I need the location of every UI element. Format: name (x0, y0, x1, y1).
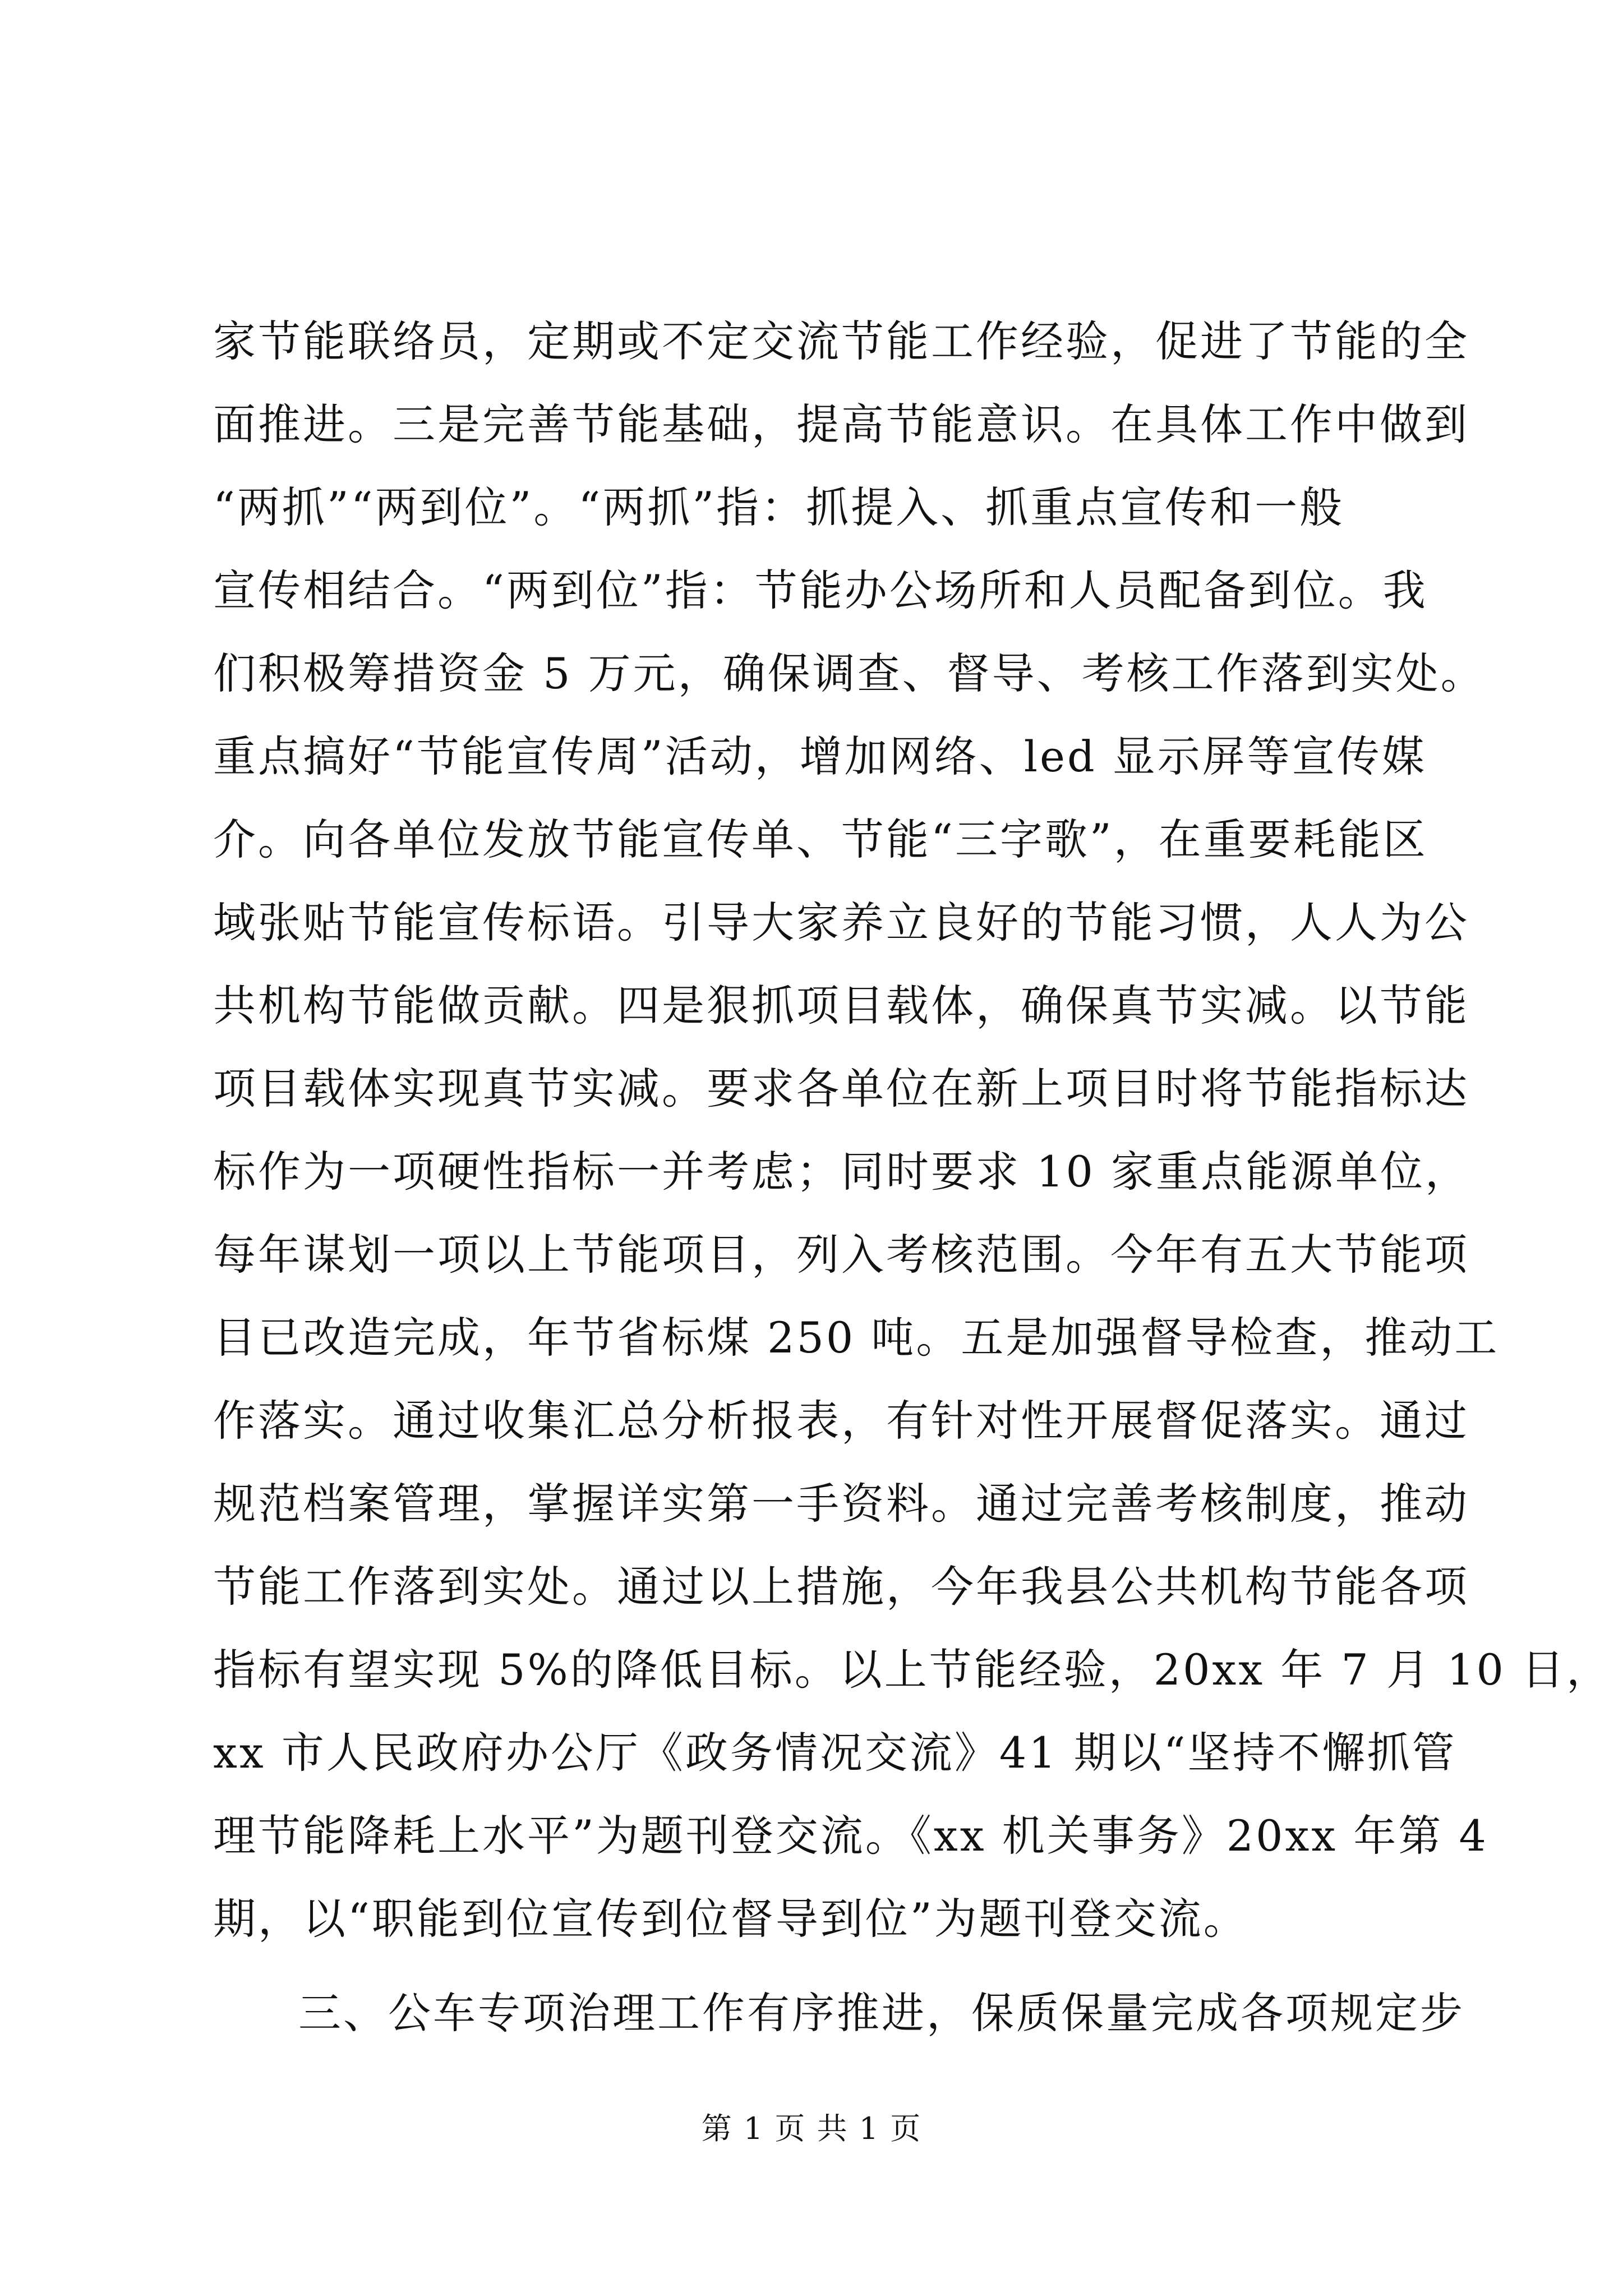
text-line: 作落实。通过收集汇总分析报表，有针对性开展督促落实。通过 (213, 1396, 1469, 1446)
text-line: 面推进。三是完善节能基础，提高节能意识。在具体工作中做到 (213, 399, 1469, 449)
page-footer: 第 1 页 共 1 页 (701, 2111, 922, 2146)
text-line: 重点搞好“节能宣传周”活动，增加网络、led 显示屏等宣传媒 (213, 731, 1427, 781)
body-text (213, 300, 1612, 2055)
text-line: 标作为一项硬性指标一并考虑；同时要求 10 家重点能源单位， (213, 1147, 1470, 1197)
text-line: 指标有望实现 5%的降低目标。以上节能经验，20xx 年 7 月 10 日， (213, 1645, 1612, 1695)
text-line: 域张贴节能宣传标语。引导大家养立良好的节能习惯，人人为公 (213, 898, 1469, 947)
text-line: 项目载体实现真节实减。要求各单位在新上项目时将节能指标达 (213, 1064, 1469, 1114)
paragraph-gap (213, 1961, 1424, 1972)
text-line: 们积极筹措资金 5 万元，确保调查、督导、考核工作落到实处。 (213, 648, 1486, 698)
text-line: xx 市人民政府办公厅《政务情况交流》41 期以“坚持不懈抓管 (213, 1728, 1457, 1778)
text-line: 期，以“职能到位宣传到位督导到位”为题刊登交流。 (213, 1894, 1248, 1944)
text-line: 目已改造完成，年节省标煤 250 吨。五是加强督导检查，推动工 (213, 1313, 1500, 1363)
text-line: 宣传相结合。“两到位”指：节能办公场所和人员配备到位。我 (213, 565, 1428, 615)
text-line: 共机构节能做贡献。四是狠抓项目载体，确保真节实减。以节能 (213, 981, 1469, 1030)
text-line: 节能工作落到实处。通过以上措施，今年我县公共机构节能各项 (213, 1562, 1469, 1612)
text-line: 介。向各单位发放节能宣传单、节能“三字歌”，在重要耗能区 (213, 815, 1428, 864)
section-heading: 三、公车专项治理工作有序推进，保质保量完成各项规定步 (298, 1988, 1465, 2038)
text-line: “两抓”“两到位”。“两抓”指：抓提入、抓重点宣传和一般 (213, 482, 1345, 532)
text-line: 理节能降耗上水平”为题刊登交流。《xx 机关事务》20xx 年第 4 (213, 1811, 1488, 1861)
text-line: 每年谋划一项以上节能项目，列入考核范围。今年有五大节能项 (213, 1230, 1469, 1280)
text-line: 规范档案管理，掌握详实第一手资料。通过完善考核制度，推动 (213, 1479, 1469, 1529)
text-line: 家节能联络员，定期或不定交流节能工作经验，促进了节能的全 (213, 316, 1469, 366)
